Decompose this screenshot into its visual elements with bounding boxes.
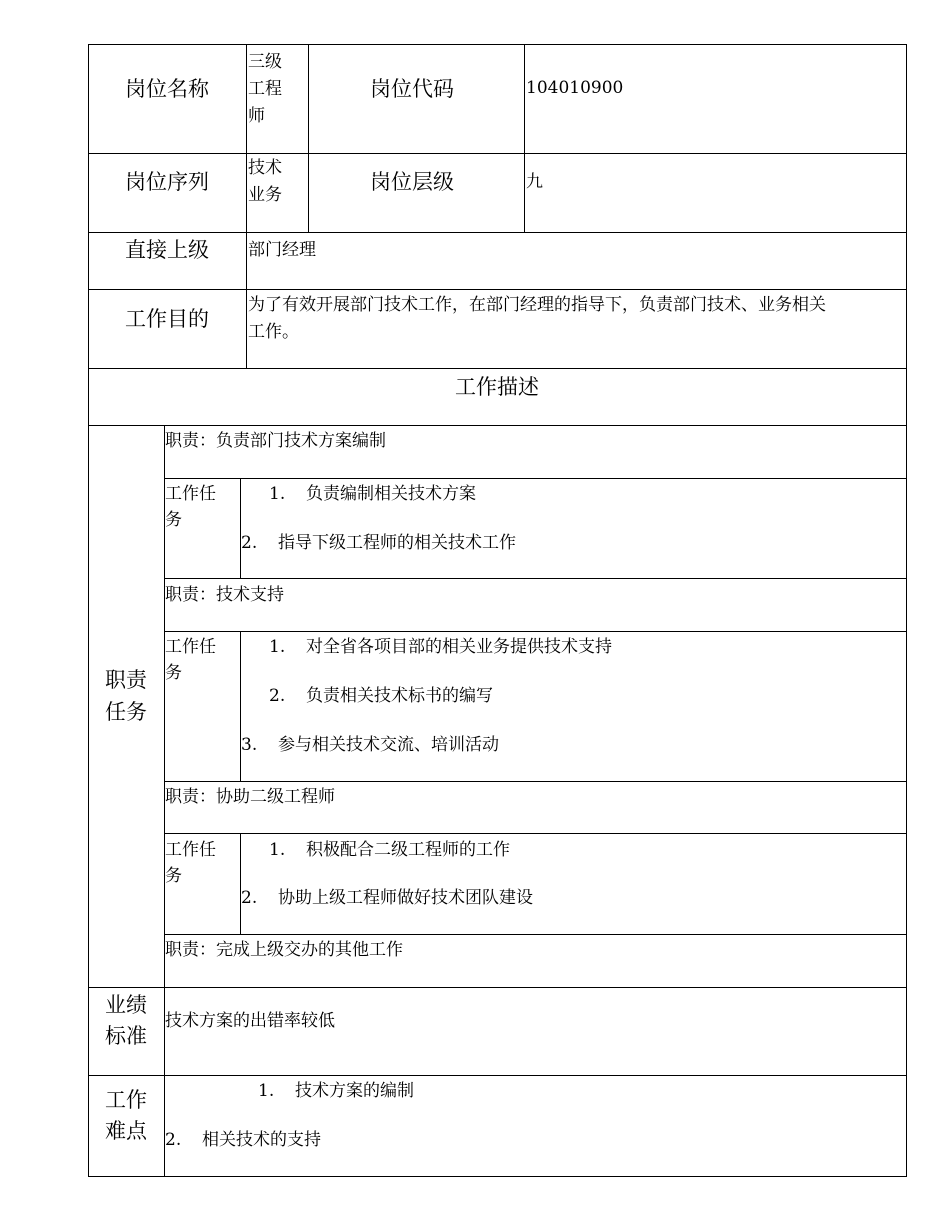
- duty2-task2-number: 2.: [269, 686, 286, 706]
- table-border: [164, 934, 907, 935]
- difficulty1-number: 1.: [258, 1081, 275, 1101]
- table-border: [164, 631, 907, 632]
- duty3-task1-text: 积极配合二级工程师的工作: [306, 840, 510, 860]
- performance-label-line2: 标准: [105, 1024, 147, 1048]
- post-sequence-label: 岗位序列: [125, 170, 209, 194]
- performance-label-line1: 业绩: [105, 993, 147, 1017]
- table-border: [88, 425, 907, 426]
- table-border: [88, 1176, 907, 1177]
- post-name-value-line2: 工程: [248, 79, 282, 99]
- purpose-label: 工作目的: [125, 307, 209, 331]
- post-code-value: 104010900: [526, 78, 624, 98]
- table-border: [88, 1075, 907, 1076]
- duty1-task1-text: 负责编制相关技术方案: [306, 484, 476, 504]
- difficulty2-text: 相关技术的支持: [202, 1130, 321, 1150]
- table-border: [240, 478, 241, 579]
- purpose-value-line1: 为了有效开展部门技术工作，在部门经理的指导下，负责部门技术、业务相关: [248, 295, 826, 315]
- duty2-task1-number: 1.: [269, 637, 286, 657]
- description-title: 工作描述: [455, 375, 539, 399]
- duty3-task1-number: 1.: [269, 840, 286, 860]
- table-border: [88, 153, 907, 154]
- duty3-title: 职责：协助二级工程师: [165, 787, 335, 807]
- duty2-task-label-line2: 务: [165, 663, 182, 683]
- duties-label-line2: 任务: [105, 700, 147, 724]
- duty1-task-label-line1: 工作任: [165, 484, 216, 504]
- table-border: [88, 289, 907, 290]
- duty2-task2-text: 负责相关技术标书的编写: [306, 686, 493, 706]
- table-border: [524, 44, 525, 233]
- post-name-value-line3: 师: [248, 106, 265, 126]
- duty1-title: 职责：负责部门技术方案编制: [165, 431, 386, 451]
- post-sequence-value-line2: 业务: [248, 185, 282, 205]
- duty1-task-label-line2: 务: [165, 510, 182, 530]
- duty3-task-label-line1: 工作任: [165, 840, 216, 860]
- performance-value: 技术方案的出错率较低: [165, 1011, 335, 1031]
- supervisor-value: 部门经理: [248, 240, 316, 260]
- duty2-task1-text: 对全省各项目部的相关业务提供技术支持: [306, 637, 612, 657]
- post-name-value-line1: 三级: [248, 52, 282, 72]
- table-border: [164, 478, 907, 479]
- difficulty-label-line1: 工作: [105, 1088, 147, 1112]
- table-border: [88, 232, 907, 233]
- duty2-task3-number: 3.: [241, 735, 258, 755]
- table-border: [164, 781, 907, 782]
- table-border: [308, 44, 309, 233]
- duty4-title: 职责：完成上级交办的其他工作: [165, 940, 403, 960]
- duty2-task3-text: 参与相关技术交流、培训活动: [278, 735, 499, 755]
- duties-label-line1: 职责: [105, 668, 147, 692]
- supervisor-label: 直接上级: [125, 238, 209, 262]
- duty2-task-label-line1: 工作任: [165, 637, 216, 657]
- duty1-task2-text: 指导下级工程师的相关技术工作: [278, 533, 516, 553]
- post-name-label: 岗位名称: [125, 77, 209, 101]
- post-level-label: 岗位层级: [370, 170, 454, 194]
- difficulty1-text: 技术方案的编制: [295, 1081, 414, 1101]
- post-sequence-value-line1: 技术: [248, 158, 282, 178]
- post-code-label: 岗位代码: [370, 77, 454, 101]
- table-border: [906, 44, 907, 1177]
- table-border: [246, 44, 247, 369]
- duty1-task2-number: 2.: [241, 533, 258, 553]
- table-border: [88, 44, 907, 45]
- difficulty2-number: 2.: [165, 1130, 182, 1150]
- duty3-task2-text: 协助上级工程师做好技术团队建设: [278, 888, 533, 908]
- duty3-task2-number: 2.: [241, 888, 258, 908]
- difficulty-label-line2: 难点: [105, 1119, 147, 1143]
- table-border: [240, 833, 241, 935]
- table-border: [240, 631, 241, 782]
- table-border: [164, 833, 907, 834]
- table-border: [164, 578, 907, 579]
- table-border: [88, 44, 89, 1177]
- duty2-title: 职责：技术支持: [165, 585, 284, 605]
- table-border: [88, 987, 907, 988]
- post-level-value: 九: [526, 172, 543, 192]
- purpose-value-line2: 工作。: [248, 322, 299, 342]
- table-border: [88, 368, 907, 369]
- duty1-task1-number: 1.: [269, 484, 286, 504]
- duty3-task-label-line2: 务: [165, 866, 182, 886]
